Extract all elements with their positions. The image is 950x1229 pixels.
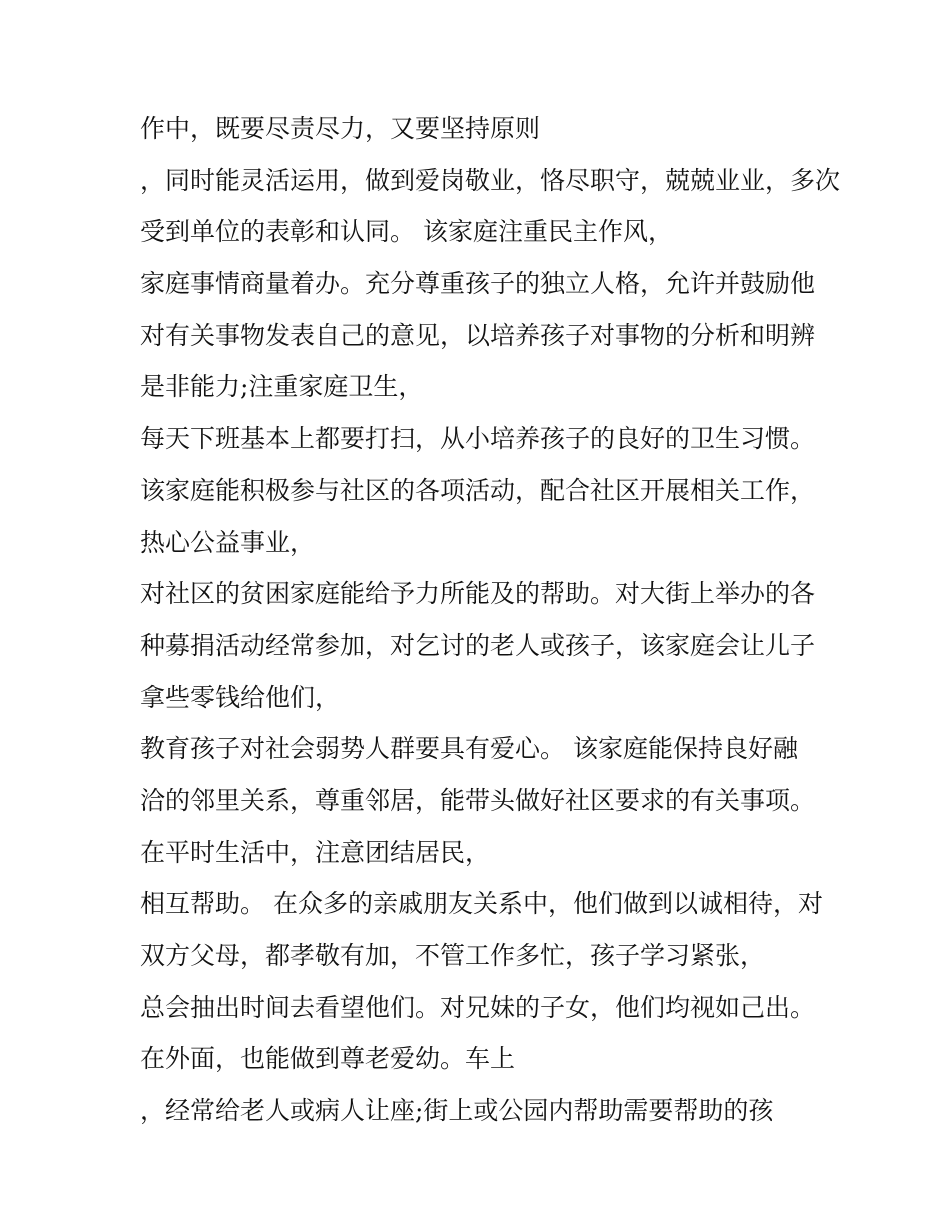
text-line-15: 在平时生活中，注意团结居民， xyxy=(140,837,491,867)
document-body xyxy=(140,110,841,1144)
text-line-16: 相互帮助。 在众多的亲戚朋友关系中，他们做到以诚相待，对 xyxy=(140,889,823,919)
text-line-4: 家庭事情商量着办。充分尊重孩子的独立人格，允许并鼓励他 xyxy=(140,269,816,299)
text-line-18: 总会抽出时间去看望他们。对兄妹的子女，他们均视如己出。 xyxy=(140,992,816,1022)
text-line-9: 热心公益事业， xyxy=(140,527,316,557)
text-line-2: ，同时能灵活运用，做到爱岗敬业，恪尽职守，兢兢业业，多次 xyxy=(140,165,841,195)
text-line-5: 对有关事物发表自己的意见，以培养孩子对事物的分析和明辨 xyxy=(140,320,816,350)
text-line-20: ，经常给老人或病人让座;街上或公园内帮助需要帮助的孩 xyxy=(140,1096,774,1126)
text-line-19: 在外面，也能做到尊老爱幼。车上 xyxy=(140,1044,516,1074)
text-line-11: 种募捐活动经常参加，对乞讨的老人或孩子，该家庭会让儿子 xyxy=(140,630,816,660)
text-line-8: 该家庭能积极参与社区的各项活动，配合社区开展相关工作， xyxy=(140,475,816,505)
text-line-10: 对社区的贫困家庭能给予力所能及的帮助。对大街上举办的各 xyxy=(140,579,816,609)
text-line-14: 洽的邻里关系，尊重邻居，能带头做好社区要求的有关事项。 xyxy=(140,785,816,815)
text-line-17: 双方父母，都孝敬有加，不管工作多忙，孩子学习紧张， xyxy=(140,941,766,970)
text-line-3: 受到单位的表彰和认同。 该家庭注重民主作风， xyxy=(140,217,673,247)
text-line-12: 拿些零钱给他们， xyxy=(140,682,341,712)
text-line-7: 每天下班基本上都要打扫，从小培养孩子的良好的卫生习惯。 xyxy=(140,424,816,454)
text-line-13: 教育孩子对社会弱势人群要具有爱心。 该家庭能保持良好融 xyxy=(140,734,798,764)
text-line-6: 是非能力;注重家庭卫生， xyxy=(140,372,424,402)
text-line-1: 作中，既要尽责尽力，又要坚持原则 xyxy=(140,114,541,143)
